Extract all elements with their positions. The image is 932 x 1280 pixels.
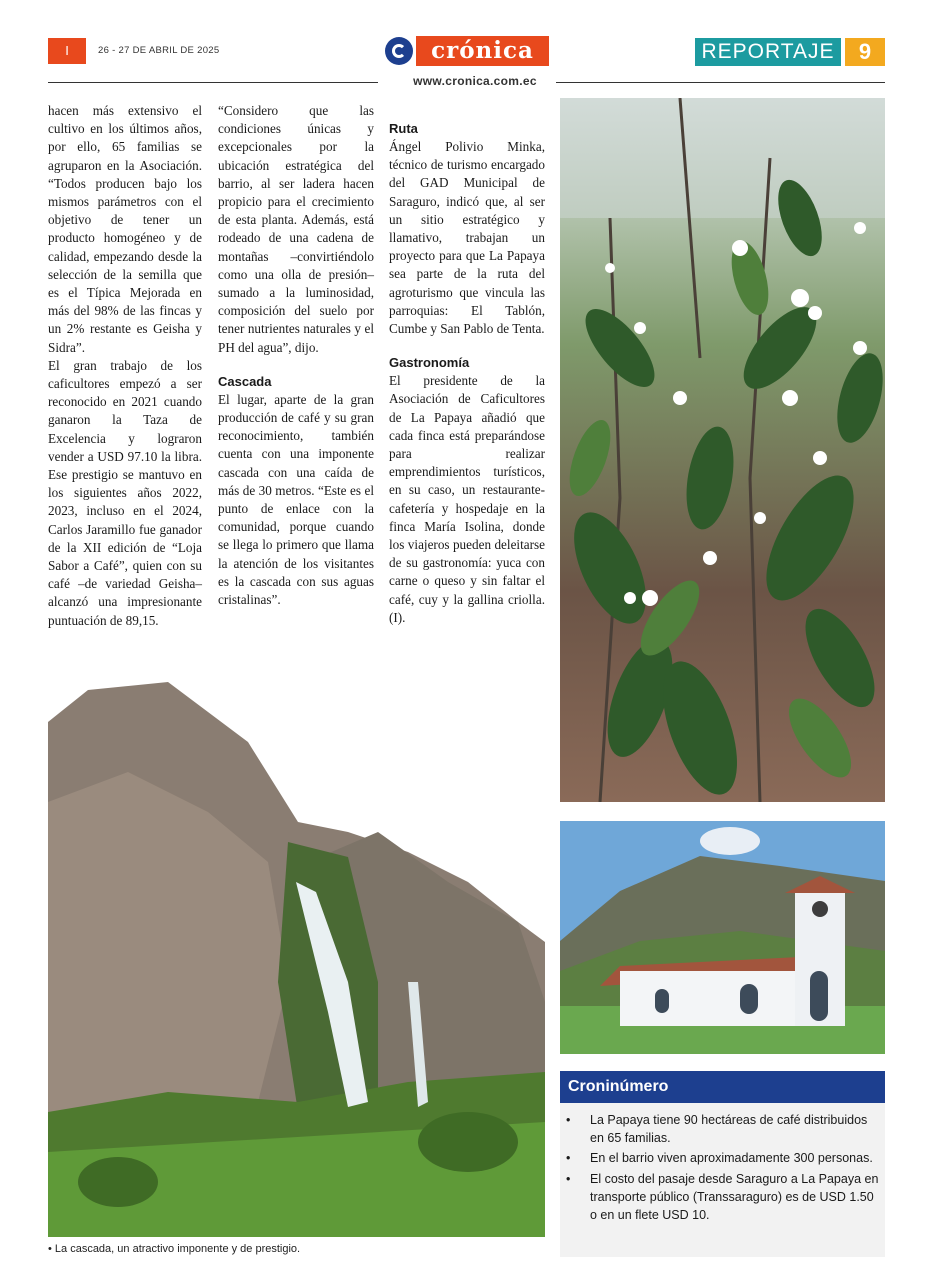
paragraph: Ángel Polivio Minka, técnico de turismo encargado del GAD Municipal de Saraguro, indicó que, al ser un sitio estratégico y llamativo, trabajan un proyecto para que La Papaya sea parte de la ruta del agroturismo que vincula las parroquias: El Tablón, Cumbe y San Pablo de Tenta. — [389, 139, 545, 337]
paragraph: El gran trabajo de los caficultores empezó a ser reconocido en 2021 cuando ganaron la Taza de Excelencia y lograron vender a USD 97.10 la libra. Ese prestigio se mantuvo en los siguientes años 2022, 2023, incluso en el 2024, Carlos Jaramillo fue ganador de la XII edición de “Loja Sabor a Café”, quien con su café –de variedad Geisha– alcanzó una impresionante puntuación de 89,15. — [48, 357, 202, 628]
subheading-cascada: Cascada — [218, 373, 272, 389]
paragraph: hacen más extensivo el cultivo en los últimos años, por ello, 65 familias se agruparon en la Asociación. “Todos producen bajo los mismos parámetros con el objetivo de tener un producto homogéneo y de calidad, empezando desde la selección de la semilla que es el Típica Mejorada en más del 98% de las fincas y un 2% restante es Geisha y Sidra”. — [48, 103, 202, 355]
list-item — [560, 1170, 880, 1225]
section-label: REPORTAJE — [695, 38, 841, 66]
bullet-icon: • — [566, 1151, 571, 1166]
article-column-2 — [218, 102, 374, 609]
subheading-gastronomia: Gastronomía — [389, 355, 470, 371]
header-rule-left — [48, 82, 378, 83]
article-column-1 — [48, 102, 202, 630]
newspaper-logo — [385, 36, 549, 66]
waterfall-photo — [48, 682, 545, 1237]
site-url: www.cronica.com.ec — [413, 74, 537, 88]
croninumero-list — [560, 1111, 880, 1226]
bullet-icon: • — [566, 1171, 571, 1186]
logo-emblem-icon — [385, 37, 413, 65]
bullet-icon: • — [566, 1113, 571, 1127]
list-item — [560, 1111, 880, 1147]
photo-caption: • La cascada, un atractivo imponente y de prestigio. — [48, 1243, 301, 1255]
church-photo — [560, 821, 885, 1054]
subheading-ruta: Ruta — [389, 121, 418, 136]
page-number-right: 9 — [845, 38, 885, 66]
croninumero-box — [560, 1071, 885, 1257]
list-item-text: El costo del pasaje desde Saraguro a La Papaya en transporte público (Transsaraguro) es de USD 1.50 o en un flete USD 10. — [590, 1171, 879, 1223]
paragraph: El lugar, aparte de la gran producción de café y su gran reconocimiento, también cuenta con una imponente cascada con una caída de más de 30 metros. “Este es el punto de enlace con la comunidad, porque cuando se llega lo primero que llama la atención de los visitantes es la cascada con sus aguas cristalinas”. — [218, 391, 374, 608]
list-item — [560, 1149, 880, 1167]
issue-date: 26 - 27 DE ABRIL DE 2025 — [98, 45, 220, 56]
paragraph: “Considero que las condiciones únicas y excepcionales por la ubicación estratégica del barrio, al ser ladera hacen propicio para el crecimiento de esta planta. Además, está rodeado de una cadena de montañas –convirtiéndolo como una olla de presión– sumado a la luminosidad, composición del suelo por tener nutrientes naturales y el PH del agua”, dijo. — [218, 103, 374, 355]
list-item-text: La Papaya tiene 90 hectáreas de café distribuidos en 65 familias. — [590, 1113, 868, 1146]
croninumero-title: Croninúmero — [560, 1071, 885, 1103]
article-column-3 — [389, 120, 545, 627]
coffee-plant-photo — [560, 98, 885, 802]
header-rule-right — [556, 82, 885, 83]
page-number-left: I — [48, 38, 86, 64]
list-item-text: En el barrio viven aproximadamente 300 personas. — [590, 1151, 873, 1166]
logo-wordmark: crónica — [416, 36, 549, 66]
paragraph: El presidente de la Asociación de Caficultores de La Papaya añadió que cada finca está preparándose para realizar emprendimientos turísticos, en su caso, un restaurante-cafetería y hospedaje en la finca María Isolina, donde los viajeros pueden deleitarse de su gastronomía: yuca con carne o queso y sin faltar el café, cuy y la gallina criolla.(I). — [389, 373, 545, 625]
